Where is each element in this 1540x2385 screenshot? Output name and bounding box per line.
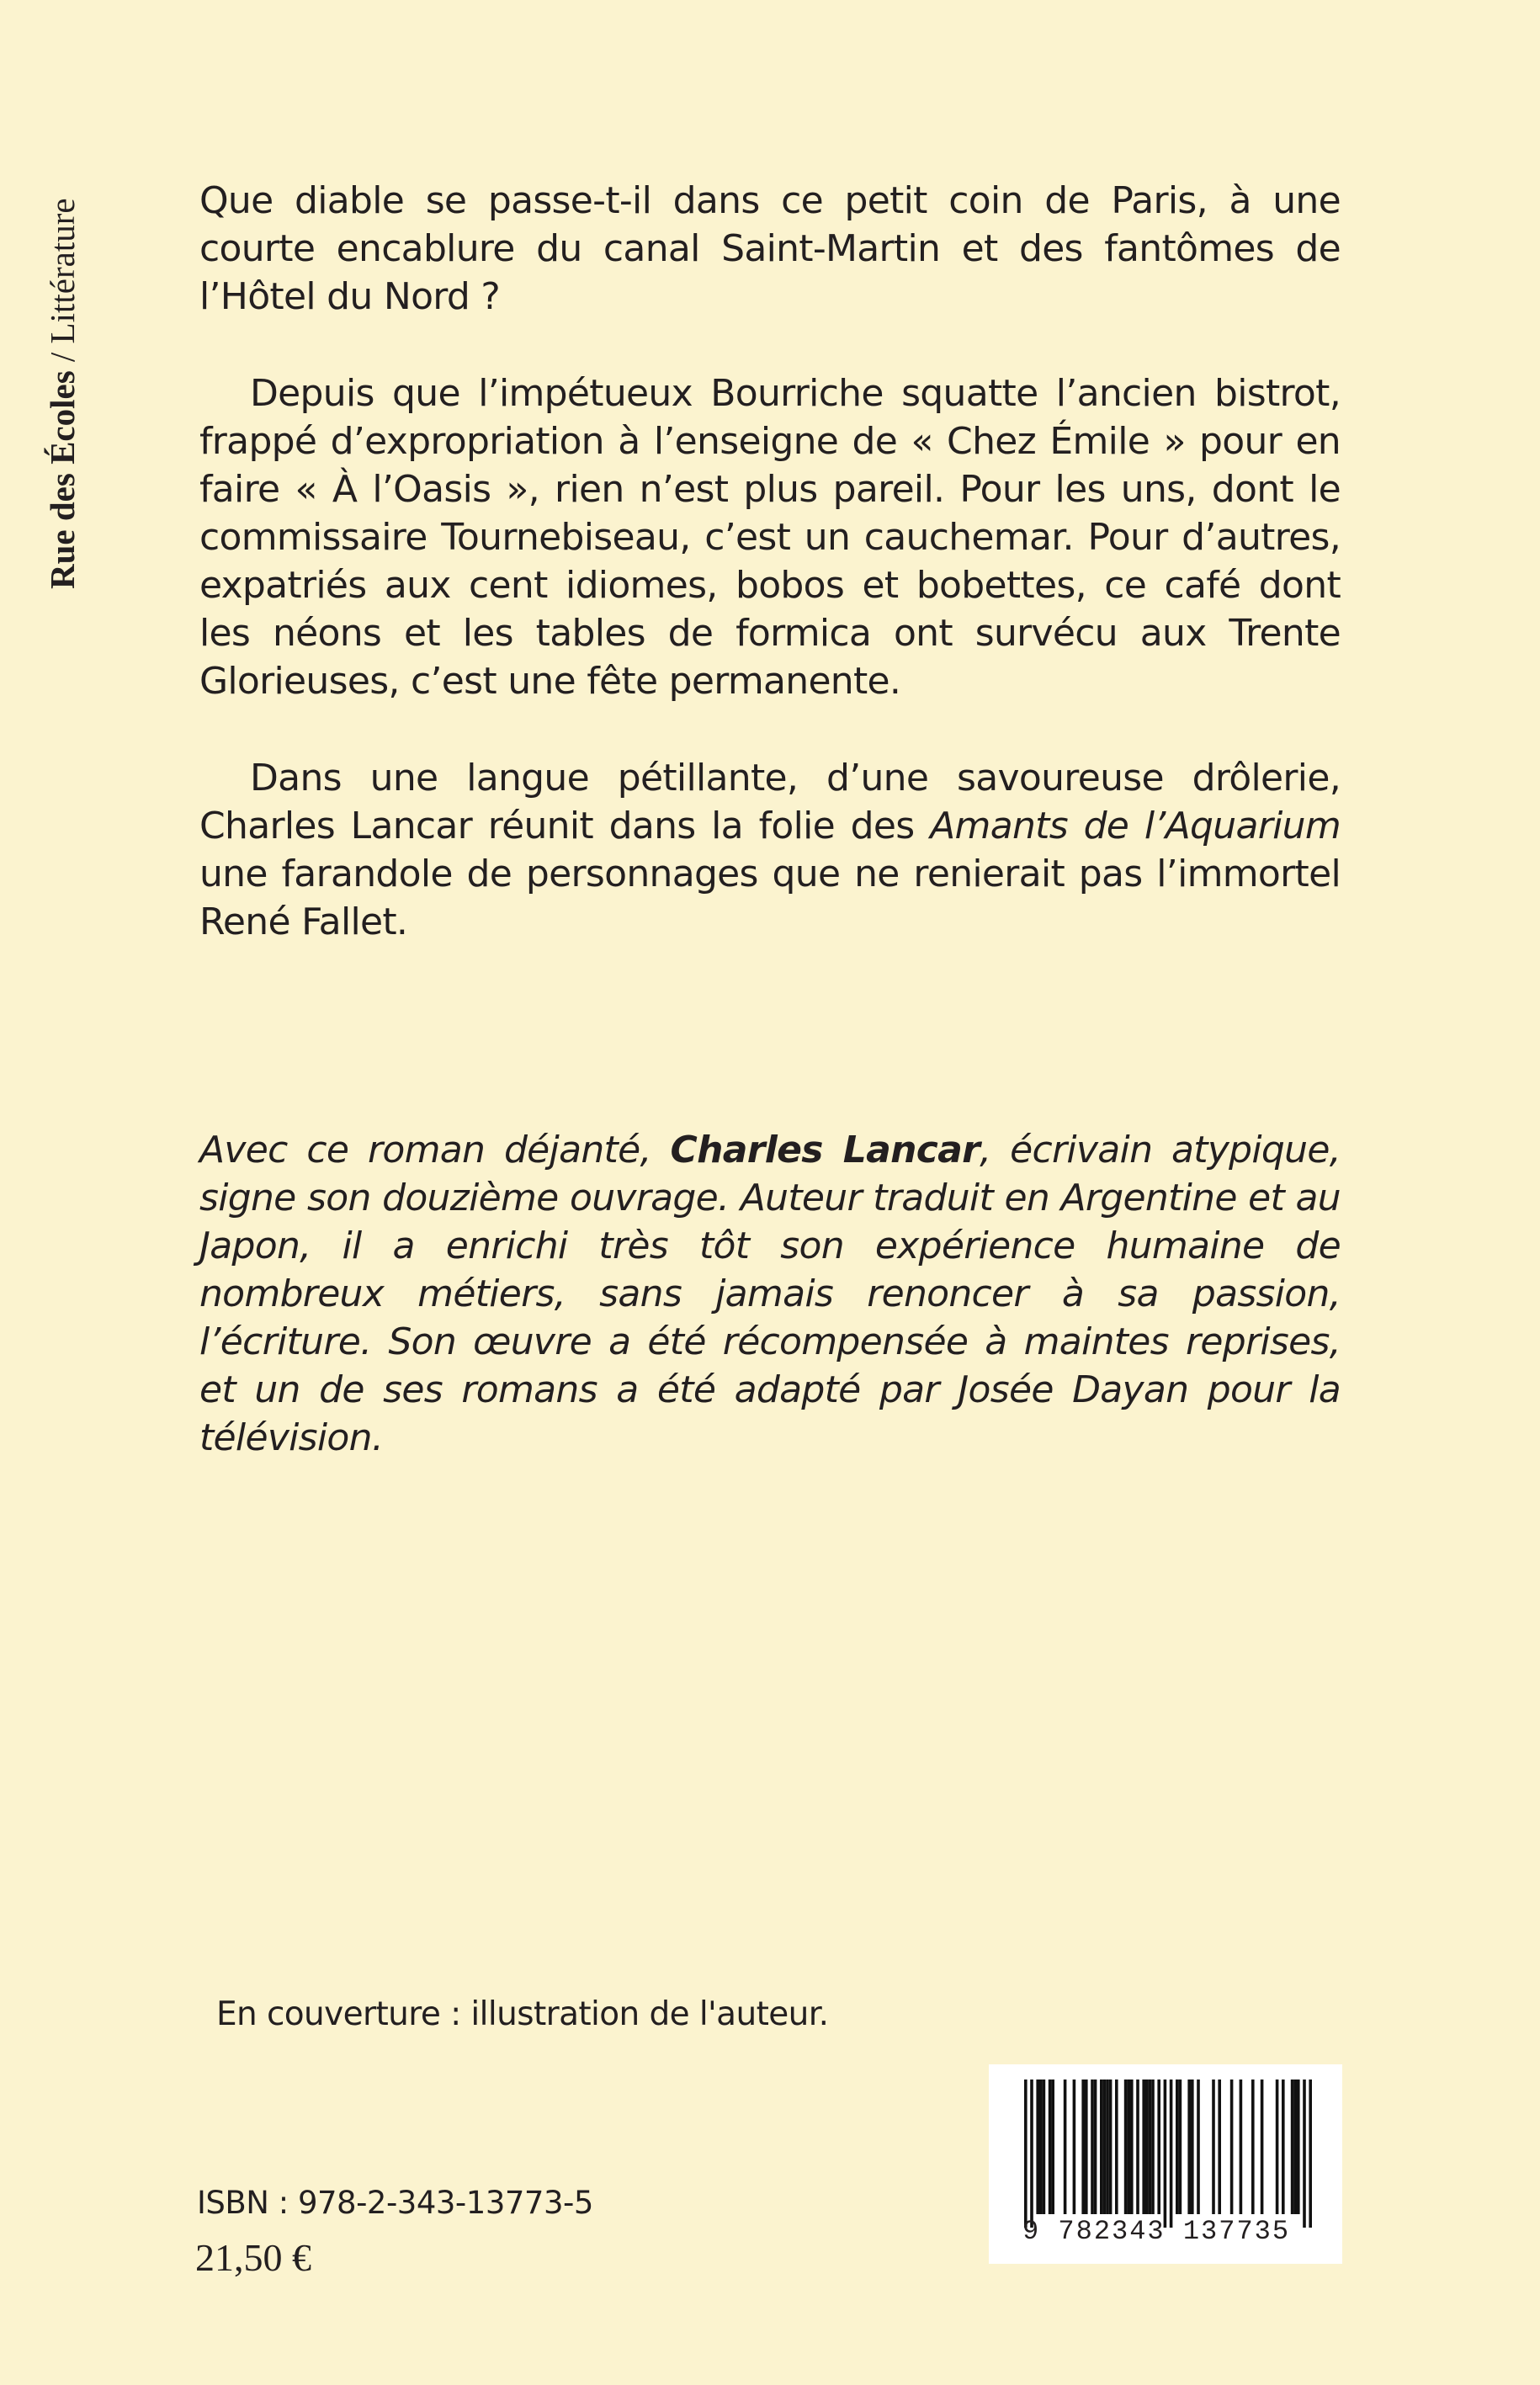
barcode-bar	[1170, 2080, 1173, 2228]
barcode-bar	[1151, 2080, 1155, 2214]
barcode-bar	[1293, 2080, 1297, 2214]
barcode-bar	[1218, 2080, 1221, 2214]
barcode-bar	[1085, 2080, 1088, 2214]
blurb-paragraph-2: Depuis que l’impétueux Bourriche squatte l’ancien bistrot, frappé d’expropriation à l’enseigne de « Chez Émile » pour en faire « À l’Oasis », rien n’est plus pareil. Pour les uns, dont le commissaire Tournebiseau, c’est un cauchemar. Pour d’autres, expatriés aux cent idiomes, bobos et bobettes, ce café dont les néons et les tables de formica ont survécu aux Trente Glorieuses, c’est une fête permanente.	[199, 372, 1341, 703]
barcode-bar	[1297, 2080, 1300, 2214]
barcode-bar	[1109, 2080, 1113, 2214]
genre-name: Littérature	[43, 198, 82, 344]
spine-separator: /	[43, 343, 82, 371]
price: 21,50 €	[195, 2236, 311, 2279]
barcode	[989, 2064, 1342, 2264]
barcode-bar	[1282, 2080, 1285, 2214]
barcode-digits: 9 782343 137735	[1022, 2216, 1291, 2247]
spine-text	[37, 93, 88, 589]
barcode-bar	[1106, 2080, 1109, 2214]
blurb-paragraph-3	[199, 754, 1341, 946]
barcode-bar	[1036, 2080, 1039, 2214]
blurb-p3-end: une farandole de personnages que ne renierait pas l’immortel René Fallet.	[199, 853, 1341, 943]
book-title: Amants de l’Aquarium	[930, 805, 1341, 847]
bio-start: Avec ce roman déjanté,	[199, 1129, 671, 1171]
barcode-bar	[1303, 2080, 1306, 2228]
barcode-bar	[1064, 2080, 1067, 2214]
barcode-bar	[1136, 2080, 1139, 2214]
barcode-bar	[1187, 2080, 1191, 2214]
barcode-bar	[1051, 2080, 1054, 2214]
barcode-bar	[1164, 2080, 1167, 2228]
barcode-bar	[1309, 2080, 1312, 2228]
barcode-bar	[1251, 2080, 1255, 2214]
barcode-bar	[1115, 2080, 1118, 2214]
barcode-bar	[1145, 2080, 1149, 2214]
barcode-bar	[1197, 2080, 1200, 2214]
cover-credit: En couverture : illustration de l'auteur.	[216, 1995, 829, 2033]
barcode-bar	[1240, 2080, 1243, 2214]
barcode-bar	[1081, 2080, 1085, 2214]
barcode-bar	[1230, 2080, 1234, 2214]
barcode-bar	[1127, 2080, 1130, 2214]
barcode-bar	[1176, 2080, 1179, 2214]
barcode-bar	[1212, 2080, 1215, 2214]
barcode-bar	[1291, 2080, 1294, 2214]
barcode-bar	[1157, 2080, 1160, 2214]
barcode-bar	[1191, 2080, 1194, 2214]
isbn: ISBN : 978-2-343-13773-5	[197, 2185, 593, 2221]
back-cover-text	[199, 177, 1341, 1462]
blurb-paragraph-1: Que diable se passe-t-il dans ce petit coin de Paris, à une courte encablure du canal Saint-Martin et des fantômes de l’Hôtel du Nord ?	[199, 179, 1341, 318]
barcode-bar	[1103, 2080, 1107, 2214]
barcode-bar	[1276, 2080, 1279, 2214]
blurb-p3-start: Dans une langue pétillante, d’une savoureuse drôlerie, Charles Lancar réunit dans la folie des	[199, 757, 1341, 847]
spine-title	[37, 93, 88, 589]
barcode-bar	[1100, 2080, 1103, 2214]
bio-end: , écrivain atypique, signe son douzième ouvrage. Auteur traduit en Argentine et au Japon, il a enrichi très tôt son expérience humaine de nombreux métiers, sans jamais renoncer à sa passion, l’écriture. Son œuvre a été récompensée à maintes reprises, et un de ses romans a été adapté par Josée Dayan pour la télévision.	[199, 1129, 1341, 1459]
series-name: Rue des Écoles	[43, 370, 82, 589]
barcode-bar	[1094, 2080, 1097, 2214]
barcode-bar	[1073, 2080, 1076, 2214]
barcode-bar	[1049, 2080, 1052, 2214]
barcode-bar	[1179, 2080, 1182, 2214]
author-bio	[199, 1126, 1341, 1462]
barcode-bar	[1130, 2080, 1134, 2214]
barcode-bar	[1261, 2080, 1264, 2214]
barcode-bar	[1149, 2080, 1152, 2214]
barcode-bar	[1039, 2080, 1043, 2214]
barcode-bar	[1024, 2080, 1028, 2228]
author-name: Charles Lancar	[670, 1129, 980, 1171]
barcode-bar	[1043, 2080, 1046, 2214]
barcode-bar	[1142, 2080, 1145, 2214]
barcode-bar	[1124, 2080, 1128, 2214]
barcode-bar	[1091, 2080, 1094, 2214]
barcode-bar	[1030, 2080, 1033, 2228]
